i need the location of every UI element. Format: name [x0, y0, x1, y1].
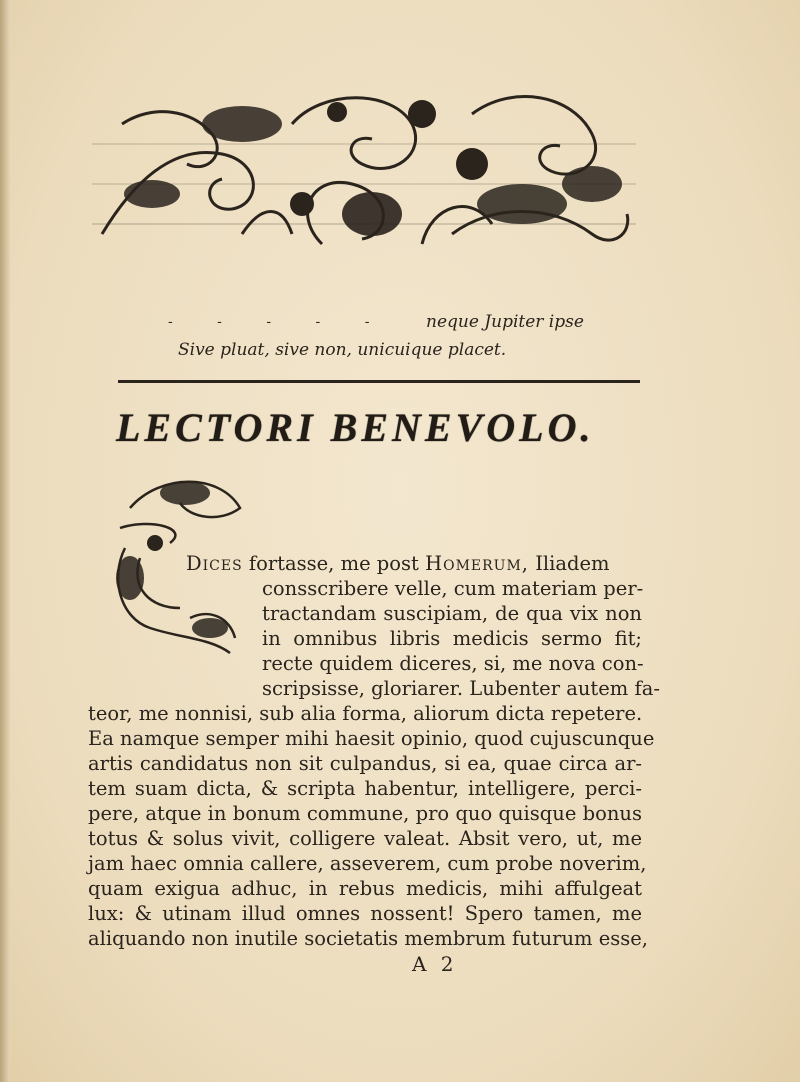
text-segment: fortasse, me post: [248, 552, 419, 575]
body-line-1: [186, 552, 610, 576]
body-line-11: pere, atque in bonum commune, pro quo quisque bonus: [88, 802, 642, 825]
body-line-13: jam haec omnia callere, asseverem, cum probe noverim,: [88, 852, 647, 875]
page-gutter: [0, 0, 10, 1082]
horizontal-rule: [118, 380, 640, 383]
body-line-4: in omnibus libris medicis sermo fit;: [262, 627, 642, 650]
body-line-15: lux: & utinam illud omnes nossent! Spero tamen, me: [88, 902, 642, 925]
body-line-6: scripsisse, gloriarer. Lubenter autem fa-: [262, 677, 660, 700]
body-line-3: tractandam suscipiam, de qua vix non: [262, 602, 642, 625]
body-line-9: artis candidatus non sit culpandus, si ea, quae circa ar-: [88, 752, 642, 775]
body-line-12: totus & solus vivit, colligere valeat. Absit vero, ut, me: [88, 827, 642, 850]
body-line-10: tem suam dicta, & scripta habentur, intelligere, perci-: [88, 777, 642, 800]
text-segment: Iliadem: [535, 552, 610, 575]
body-line-14: quam exigua adhuc, in rebus medicis, mihi affulgeat: [88, 877, 642, 900]
ornamental-headpiece: [92, 84, 636, 252]
epigraph-text-2: Sive pluat, sive non, unicuique placet.: [178, 340, 507, 360]
body-line-8: Ea namque semper mihi haesit opinio, quod cujuscunque: [88, 727, 655, 750]
epigraph-dashes: - - - - -: [168, 314, 390, 330]
body-line-2: consscribere velle, cum materiam per-: [262, 577, 644, 600]
signature-mark: A 2: [412, 952, 458, 976]
proper-name: Homerum,: [425, 552, 530, 575]
body-line-7: teor, me nonnisi, sub alia forma, aliorum dicta repetere.: [88, 702, 643, 725]
body-line-5: recte quidem diceres, si, me nova con-: [262, 652, 644, 675]
first-word: Dices: [186, 552, 243, 575]
body-line-16: aliquando non inutile societatis membrum futurum esse,: [88, 927, 648, 950]
epigraph-text-1: neque Jupiter ipse: [426, 312, 584, 332]
page-title: LECTORI BENEVOLO.: [116, 405, 595, 450]
